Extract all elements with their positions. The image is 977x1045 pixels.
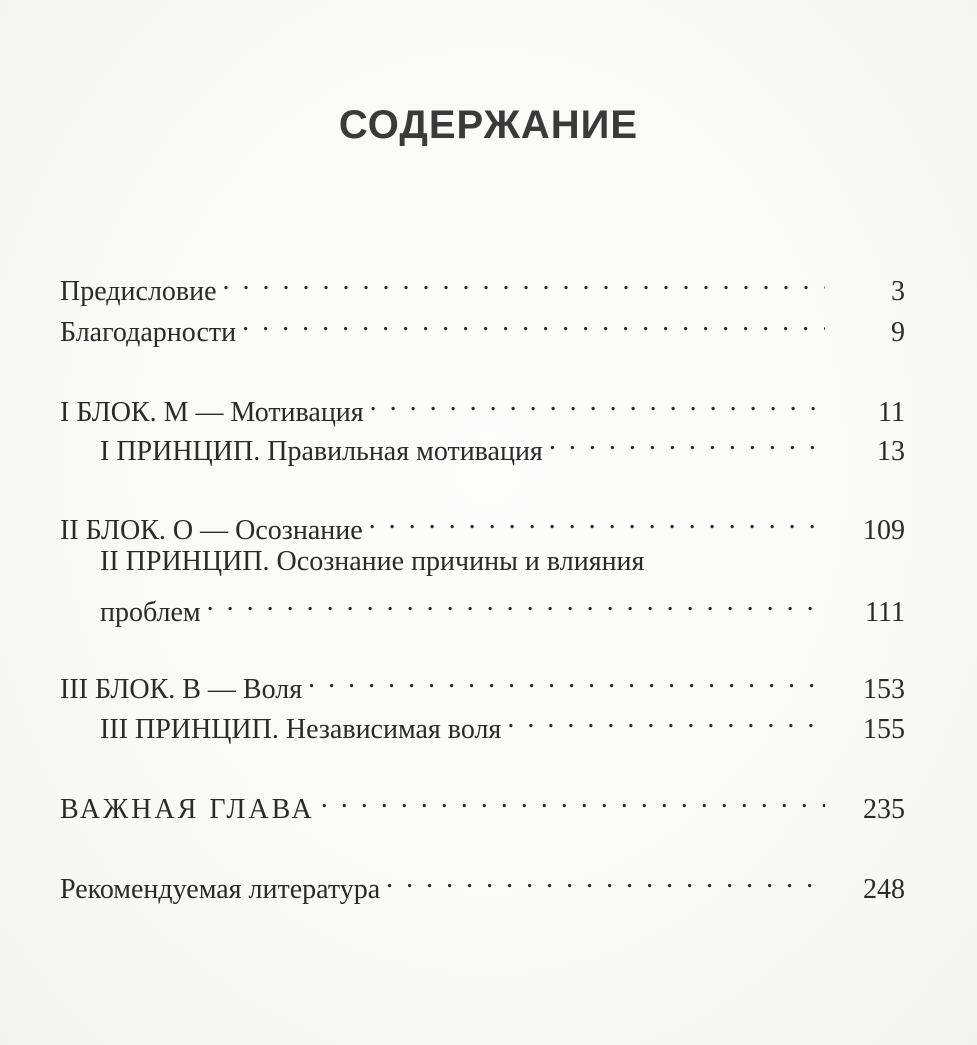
dot-leader <box>223 262 825 300</box>
toc-entry-important-chapter <box>60 780 905 825</box>
toc-entry-title: проблем <box>100 597 201 628</box>
toc-entry-principle-2 <box>100 583 905 628</box>
toc-entry-title: III БЛОК. В — Воля <box>60 674 303 705</box>
toc-entry-title: III ПРИНЦИП. Независимая воля <box>100 714 502 745</box>
dot-leader <box>207 583 825 621</box>
toc-entry-block-2 <box>60 501 905 546</box>
dot-leader <box>369 501 825 539</box>
toc-page-number: 11 <box>878 397 905 428</box>
toc-entry-principle-2-line1: II ПРИНЦИП. Осознание причины и влияния <box>100 546 645 577</box>
toc-entry-preface <box>60 262 905 307</box>
toc-entry-principle-1 <box>100 422 905 467</box>
dot-leader <box>308 660 825 698</box>
toc-entry-recommended-reading <box>60 860 905 905</box>
toc-page-number: 109 <box>863 515 905 546</box>
dot-leader <box>242 303 825 341</box>
toc-page-number: 235 <box>863 794 905 825</box>
toc-entry-acknowledgements <box>60 303 905 348</box>
toc-entry-title: Рекомендуемая литература <box>60 874 381 905</box>
toc-page-number: 9 <box>891 317 905 348</box>
toc-entry-principle-3 <box>100 700 905 745</box>
toc-entry-title: II БЛОК. О — Осознание <box>60 515 363 546</box>
toc-entry-block-3 <box>60 660 905 705</box>
toc-entry-title: Предисловие <box>60 276 217 307</box>
toc-page-number: 153 <box>863 674 905 705</box>
dot-leader <box>386 860 825 898</box>
toc-entry-title: I БЛОК. М — Мотивация <box>60 397 364 428</box>
toc-page-number: 155 <box>863 714 905 745</box>
toc-entry-title: Благодарности <box>60 317 237 348</box>
toc-page-number: 111 <box>865 597 905 628</box>
toc-entry-title: ВАЖНАЯ ГЛАВА <box>60 794 315 825</box>
toc-entry-block-1 <box>60 383 905 428</box>
dot-leader <box>507 700 825 738</box>
toc-page-number: 248 <box>863 874 905 905</box>
dot-leader <box>321 780 825 818</box>
toc-page-number: 3 <box>891 276 905 307</box>
dot-leader <box>549 422 825 460</box>
toc-page-number: 13 <box>877 436 905 467</box>
dot-leader <box>370 383 825 421</box>
toc-entry-title: I ПРИНЦИП. Правильная мотивация <box>100 436 543 467</box>
page-title: СОДЕРЖАНИЕ <box>338 103 639 147</box>
